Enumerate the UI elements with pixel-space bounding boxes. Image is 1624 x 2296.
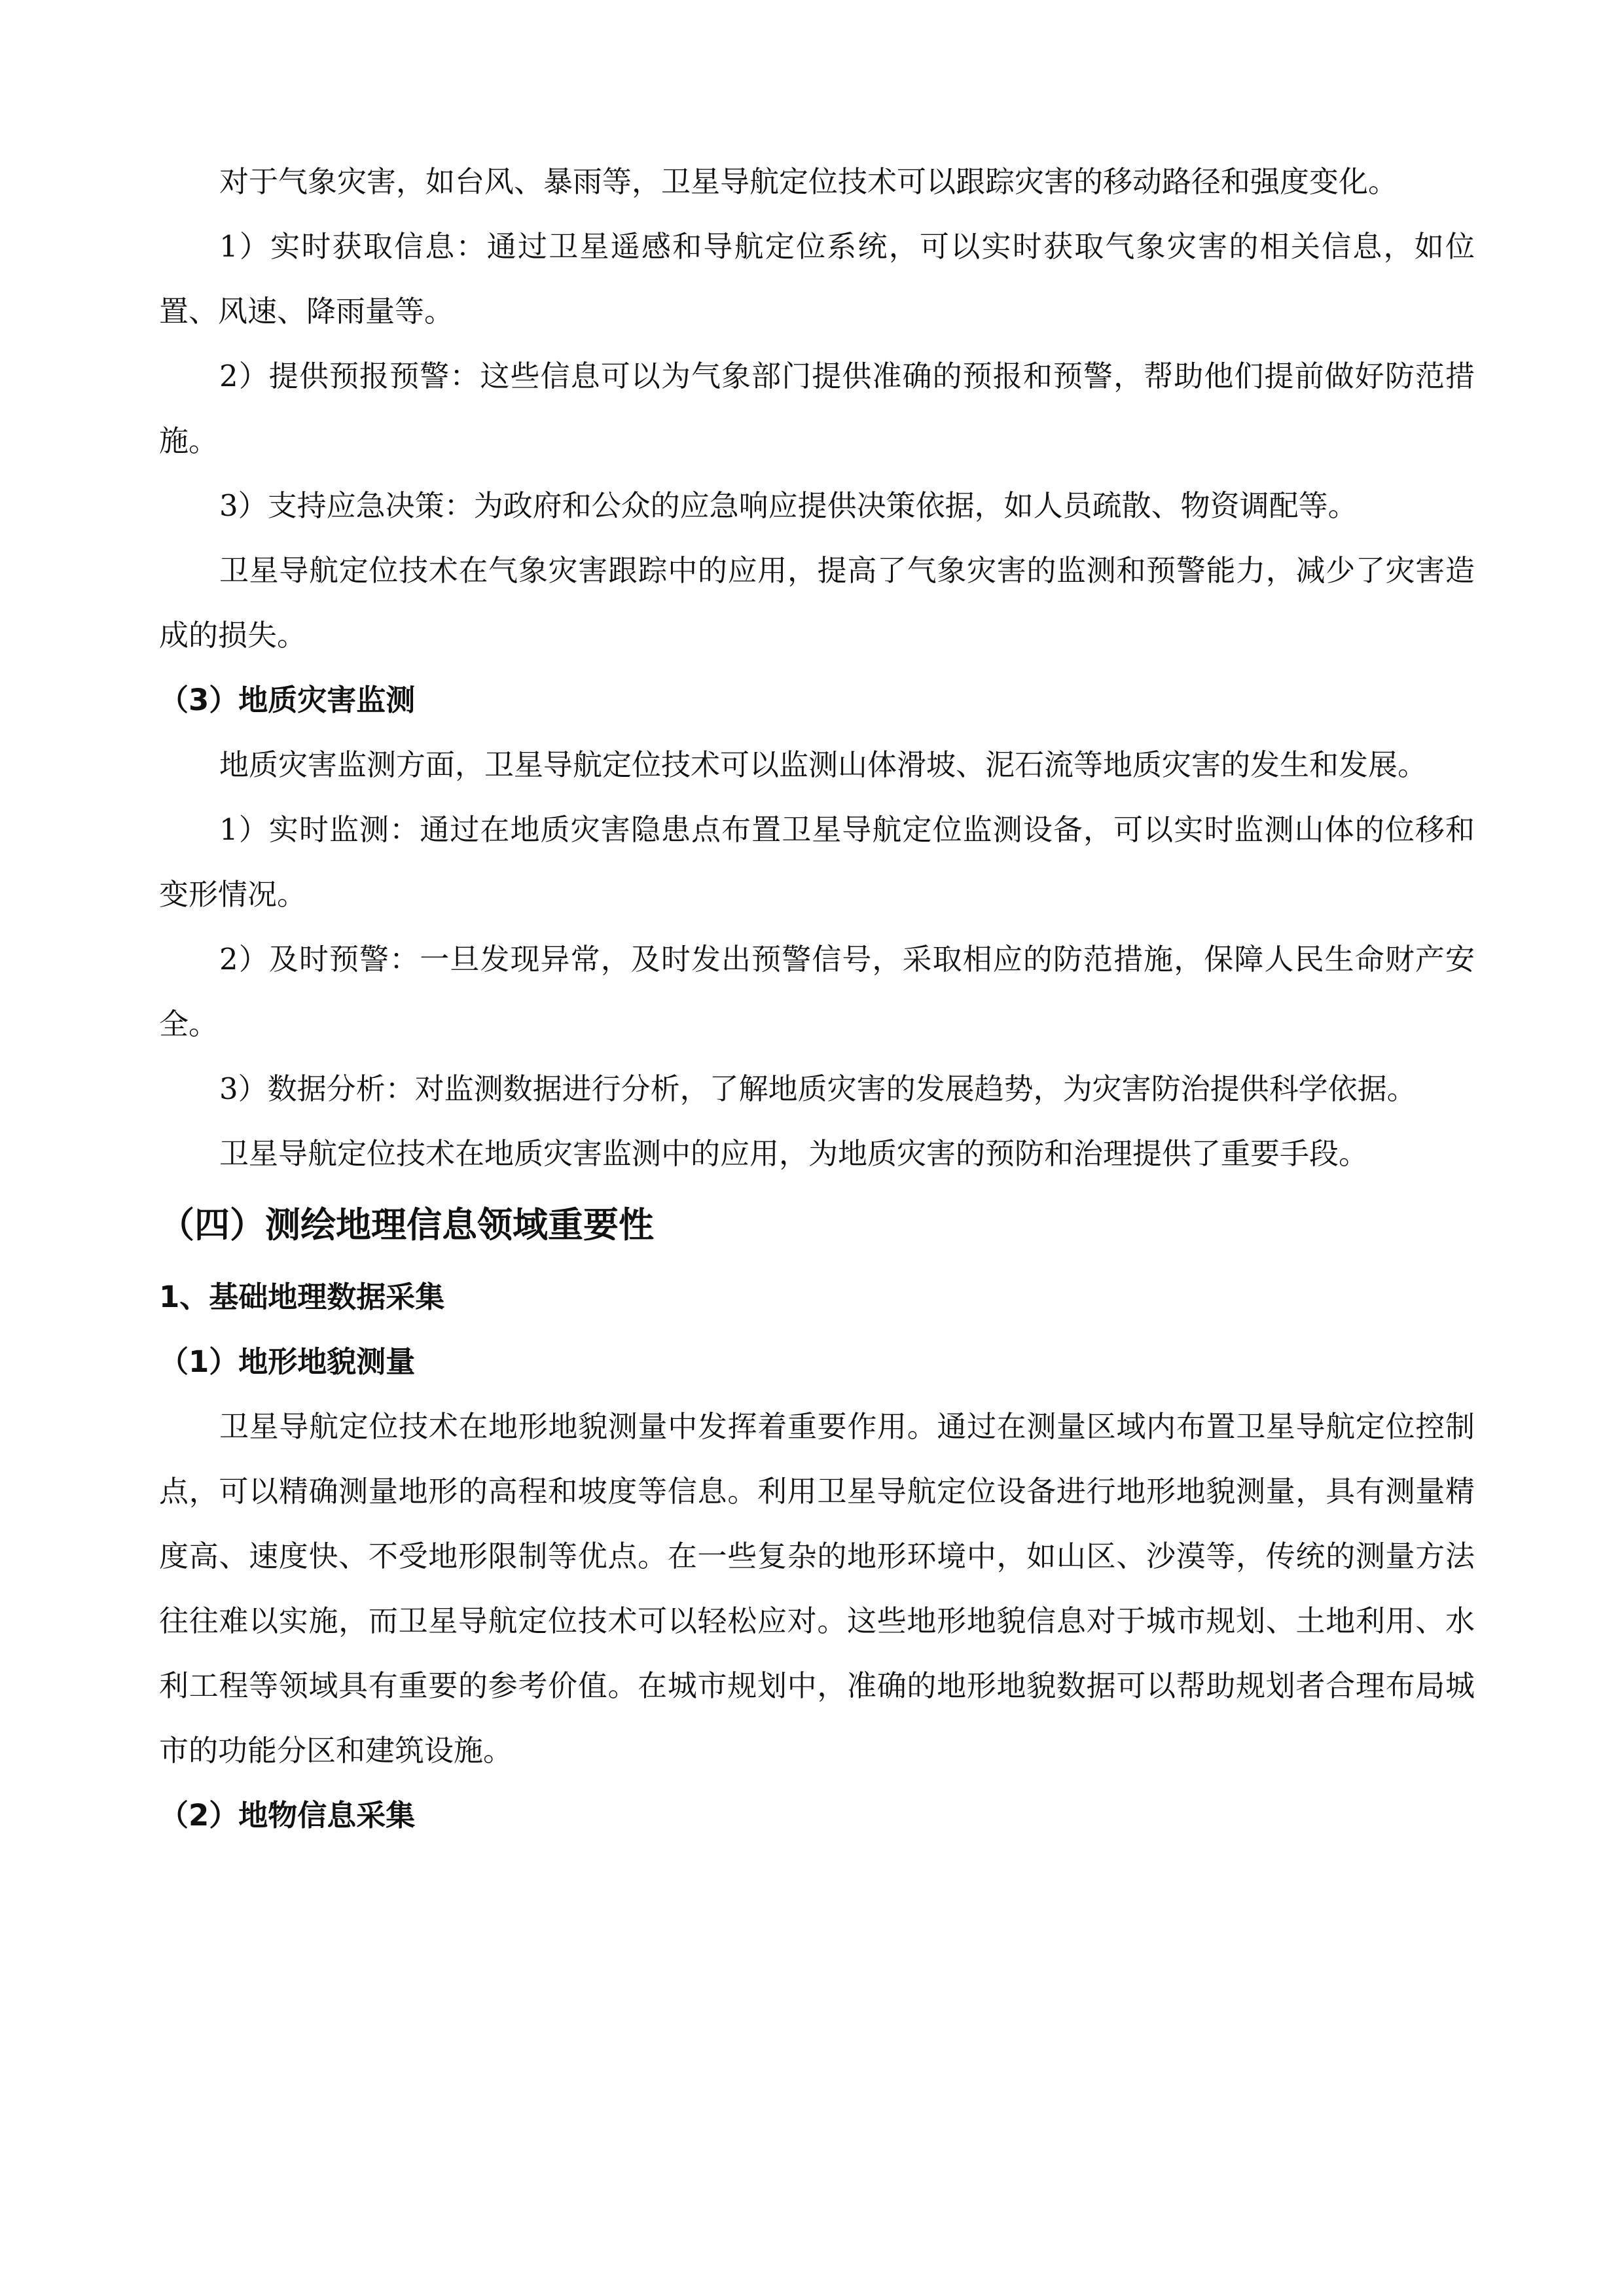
- paragraph-emergency-decision: 3）支持应急决策：为政府和公众的应急响应提供决策依据，如人员疏散、物资调配等。: [219, 488, 1358, 523]
- paragraph-realtime-info: 1）实时获取信息：通过卫星遥感和导航定位系统，可以实时获取气象灾害的相关信息，如位置、风速、降雨量等。: [159, 229, 1475, 329]
- heading-surveying-importance: （四）测绘地理信息领域重要性: [159, 1204, 654, 1246]
- heading-feature-collection: （2）地物信息采集: [159, 1798, 416, 1833]
- paragraph-geological-intro: 地质灾害监测方面，卫星导航定位技术可以监测山体滑坡、泥石流等地质灾害的发生和发展。: [219, 747, 1428, 782]
- document-page: [159, 149, 1475, 1848]
- paragraph-terrain-survey: 卫星导航定位技术在地形地貌测量中发挥着重要作用。通过在测量区域内布置卫星导航定位控制点，可以精确测量地形的高程和坡度等信息。利用卫星导航定位设备进行地形地貌测量，具有测量精度高、速度快、不受地形限制等优点。在一些复杂的地形环境中，如山区、沙漠等，传统的测量方法往往难以实施，而卫星导航定位技术可以轻松应对。这些地形地貌信息对于城市规划、土地利用、水利工程等领域具有重要的参考价值。在城市规划中，准确的地形地貌数据可以帮助规划者合理布局城市的功能分区和建筑设施。: [159, 1409, 1475, 1768]
- paragraph-meteorological-intro: 对于气象灾害，如台风、暴雨等，卫星导航定位技术可以跟踪灾害的移动路径和强度变化。: [219, 164, 1398, 199]
- heading-basic-geodata: 1、基础地理数据采集: [159, 1280, 445, 1314]
- paragraph-data-analysis: 3）数据分析：对监测数据进行分析，了解地质灾害的发展趋势，为灾害防治提供科学依据。: [219, 1071, 1416, 1106]
- paragraph-meteorological-summary: 卫星导航定位技术在气象灾害跟踪中的应用，提高了气象灾害的监测和预警能力，减少了灾害造成的损失。: [159, 553, 1475, 653]
- paragraph-geological-summary: 卫星导航定位技术在地质灾害监测中的应用，为地质灾害的预防和治理提供了重要手段。: [219, 1136, 1369, 1171]
- heading-terrain-survey: （1）地形地貌测量: [159, 1344, 416, 1379]
- heading-geological-monitoring: （3）地质灾害监测: [159, 683, 416, 717]
- paragraph-realtime-monitoring: 1）实时监测：通过在地质灾害隐患点布置卫星导航定位监测设备，可以实时监测山体的位移和变形情况。: [159, 812, 1475, 912]
- paragraph-timely-warning: 2）及时预警：一旦发现异常，及时发出预警信号，采取相应的防范措施，保障人民生命财产安全。: [159, 942, 1475, 1041]
- paragraph-forecast-warning: 2）提供预报预警：这些信息可以为气象部门提供准确的预报和预警，帮助他们提前做好防范措施。: [159, 359, 1475, 458]
